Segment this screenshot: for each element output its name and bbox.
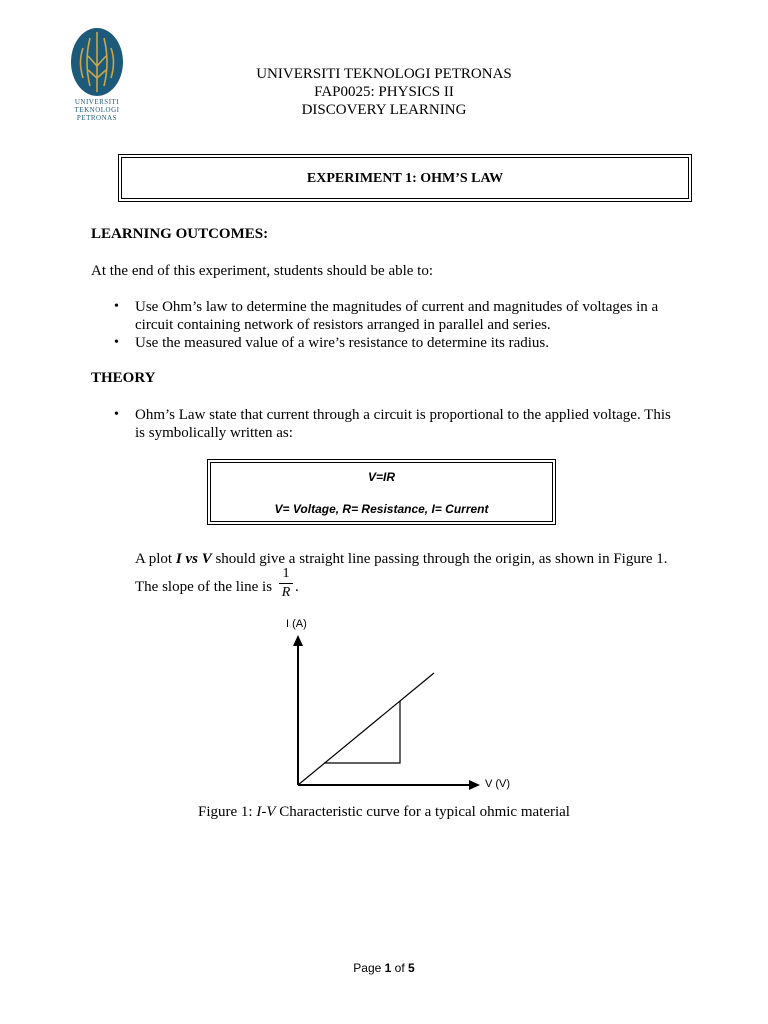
iv-graph	[280, 630, 490, 795]
figure-caption	[0, 804, 768, 821]
footer-page-num: 1	[384, 961, 392, 975]
slope-text: The slope of the line is	[135, 579, 273, 595]
outcome-2-line1: Use the measured value of a wire’s resistance to determine its radius.	[135, 335, 550, 351]
footer-total: 5	[408, 961, 415, 975]
slope-denominator: R	[281, 585, 291, 600]
slope-fraction	[277, 566, 295, 601]
plot-V: V	[201, 551, 212, 567]
theory-bullet-line1: Ohm’s Law state that current through a circuit is proportional to the applied voltage. This	[135, 407, 671, 423]
slope-period: .	[295, 579, 299, 595]
footer-of-word: of	[391, 961, 409, 975]
caption-pre: Figure 1:	[198, 804, 257, 820]
plot-vs: vs	[181, 551, 202, 567]
logo-text-line3: PETRONAS	[76, 114, 118, 122]
outcome-1-line1: Use Ohm’s law to determine the magnitudes of current and magnitudes of voltages in a	[135, 299, 659, 315]
y-axis-arrow-icon	[293, 635, 303, 646]
experiment-title: EXPERIMENT 1: OHM’S LAW	[306, 171, 504, 186]
header-course: FAP0025: PHYSICS II	[314, 84, 454, 100]
slope-numerator: 1	[282, 566, 290, 581]
caption-post: Characteristic curve for a typical ohmic material	[275, 804, 570, 820]
caption-italic: I-V	[256, 804, 276, 820]
plot-post: should give a straight line passing through the origin, as shown in Figure 1.	[211, 551, 668, 567]
learning-outcomes-intro: At the end of this experiment, students should be able to:	[91, 263, 434, 279]
plot-I: I	[175, 551, 182, 567]
footer-page-word: Page	[353, 961, 385, 975]
outcome-1-line2: circuit containing network of resistors arranged in parallel and series.	[135, 317, 551, 333]
y-axis-label: I (A)	[286, 618, 307, 630]
fraction-bar	[279, 583, 293, 584]
plot-sentence	[135, 550, 668, 568]
plot-pre: A plot	[135, 551, 176, 567]
logo-text-line1: UNIVERSITI	[74, 98, 120, 106]
theory-heading: THEORY	[91, 370, 156, 386]
iv-line	[298, 673, 434, 785]
formula-legend: V= Voltage, R= Resistance, I= Current	[274, 502, 489, 516]
formula: V=IR	[367, 470, 395, 484]
page-footer	[0, 961, 768, 975]
x-axis-label: V (V)	[485, 778, 511, 790]
x-axis-arrow-icon	[469, 780, 480, 790]
learning-outcomes-heading: LEARNING OUTCOMES:	[91, 226, 269, 242]
bullet-marker: •	[114, 407, 119, 422]
bullet-marker: •	[114, 299, 119, 314]
header-university: UNIVERSITI TEKNOLOGI PETRONAS	[256, 66, 512, 82]
header-subtitle: DISCOVERY LEARNING	[301, 102, 467, 118]
theory-bullet-line2: is symbolically written as:	[135, 425, 293, 441]
bullet-marker: •	[114, 335, 119, 350]
logo-text-line2: TEKNOLOGI	[74, 106, 120, 114]
